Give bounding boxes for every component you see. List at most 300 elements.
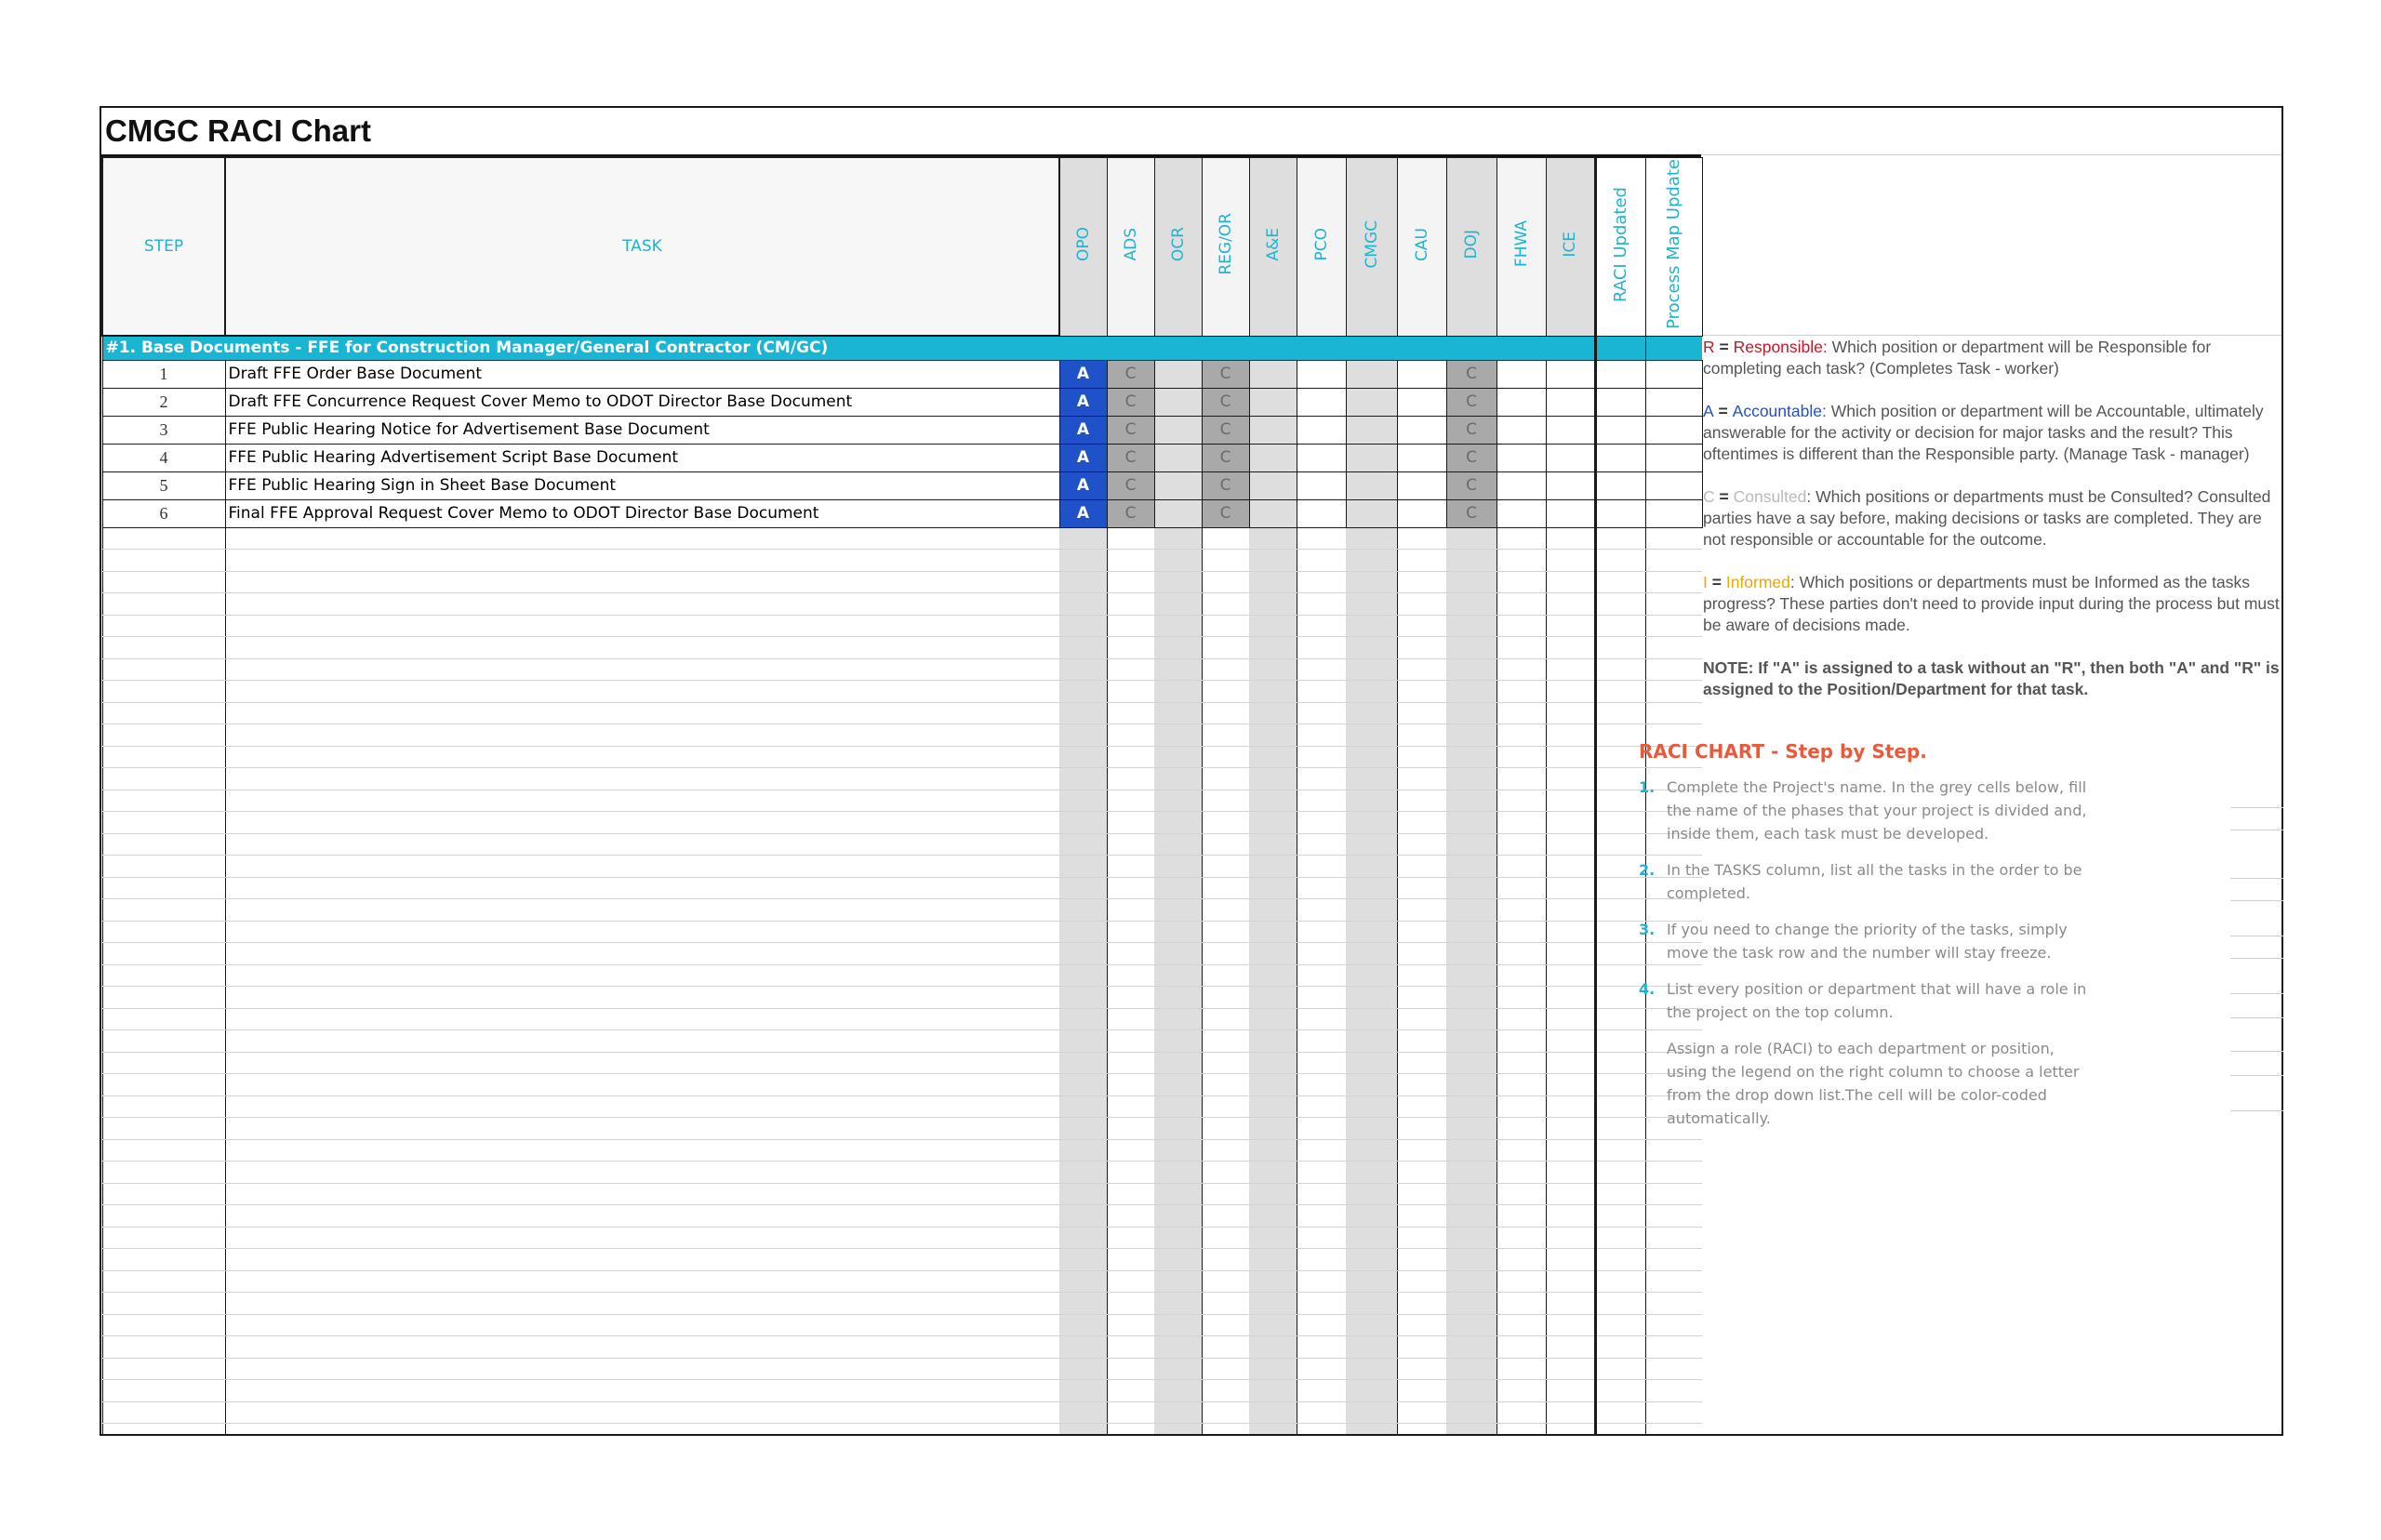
empty-cell[interactable]	[1496, 637, 1546, 659]
empty-cell[interactable]	[1496, 1008, 1546, 1030]
empty-cell[interactable]	[1059, 1095, 1107, 1118]
empty-cell[interactable]	[1546, 658, 1595, 681]
empty-cell[interactable]	[1546, 1401, 1595, 1424]
empty-cell[interactable]	[225, 943, 1059, 965]
empty-cell[interactable]	[1249, 833, 1297, 856]
empty-cell[interactable]	[1154, 1139, 1202, 1162]
empty-cell[interactable]	[1249, 1249, 1297, 1271]
empty-cell[interactable]	[1297, 1139, 1346, 1162]
empty-cell[interactable]	[1249, 856, 1297, 878]
empty-cell[interactable]	[1546, 833, 1595, 856]
raci-cell-pco[interactable]	[1297, 360, 1346, 388]
empty-cell[interactable]	[1297, 593, 1346, 616]
empty-cell[interactable]	[1595, 527, 1645, 550]
empty-cell[interactable]	[1397, 768, 1446, 790]
empty-cell[interactable]	[1059, 964, 1107, 987]
raci-cell-ads[interactable]: C	[1107, 416, 1154, 444]
empty-cell[interactable]	[1496, 1139, 1546, 1162]
empty-cell[interactable]	[225, 1424, 1059, 1437]
empty-cell[interactable]	[1496, 1270, 1546, 1293]
empty-cell[interactable]	[1059, 1205, 1107, 1228]
empty-cell[interactable]	[1397, 615, 1446, 637]
empty-cell[interactable]	[1202, 921, 1249, 943]
empty-cell[interactable]	[1346, 1183, 1397, 1205]
empty-cell[interactable]	[1645, 593, 1702, 616]
empty-cell[interactable]	[1346, 1030, 1397, 1053]
column-header-fhwa[interactable]: FHWA	[1496, 157, 1546, 336]
empty-cell[interactable]	[1154, 921, 1202, 943]
empty-cell[interactable]	[1595, 1401, 1645, 1424]
empty-cell[interactable]	[1107, 790, 1154, 812]
empty-cell[interactable]	[1059, 1052, 1107, 1074]
empty-cell[interactable]	[102, 921, 225, 943]
empty-cell[interactable]	[1446, 1183, 1496, 1205]
empty-cell[interactable]	[1397, 856, 1446, 878]
empty-cell[interactable]	[1546, 812, 1595, 834]
empty-cell[interactable]	[1154, 1030, 1202, 1053]
empty-cell[interactable]	[102, 1380, 225, 1402]
empty-cell[interactable]	[1446, 527, 1496, 550]
empty-cell[interactable]	[1595, 550, 1645, 572]
empty-cell[interactable]	[1397, 1118, 1446, 1140]
empty-cell[interactable]	[1249, 571, 1297, 593]
empty-cell[interactable]	[1297, 1162, 1346, 1184]
empty-cell[interactable]	[1446, 1293, 1496, 1315]
empty-cell[interactable]	[1202, 702, 1249, 724]
empty-cell[interactable]	[1059, 1314, 1107, 1336]
empty-cell[interactable]	[1496, 615, 1546, 637]
raci-cell-fhwa[interactable]	[1496, 471, 1546, 499]
task-cell[interactable]: Draft FFE Order Base Document	[225, 360, 1059, 388]
empty-cell[interactable]	[1154, 1008, 1202, 1030]
empty-cell[interactable]	[225, 1270, 1059, 1293]
empty-cell[interactable]	[1446, 1401, 1496, 1424]
empty-cell[interactable]	[1297, 1249, 1346, 1271]
raci-cell-ae[interactable]	[1249, 499, 1297, 527]
step-number[interactable]: 2	[102, 388, 225, 416]
empty-cell[interactable]	[225, 1380, 1059, 1402]
raci-cell-ae[interactable]	[1249, 471, 1297, 499]
step-number[interactable]: 6	[102, 499, 225, 527]
empty-cell[interactable]	[1645, 658, 1702, 681]
empty-cell[interactable]	[1446, 681, 1496, 703]
empty-cell[interactable]	[1202, 615, 1249, 637]
empty-cell[interactable]	[1107, 1270, 1154, 1293]
empty-cell[interactable]	[1346, 615, 1397, 637]
column-header-step[interactable]: STEP	[102, 157, 225, 336]
empty-cell[interactable]	[1397, 921, 1446, 943]
empty-cell[interactable]	[1059, 1249, 1107, 1271]
empty-cell[interactable]	[1249, 812, 1297, 834]
empty-cell[interactable]	[1107, 1401, 1154, 1424]
empty-cell[interactable]	[1595, 1293, 1645, 1315]
empty-cell[interactable]	[1546, 1008, 1595, 1030]
empty-cell[interactable]	[1154, 790, 1202, 812]
empty-cell[interactable]	[1546, 1314, 1595, 1336]
empty-cell[interactable]	[1595, 1380, 1645, 1402]
raci-updated-cell[interactable]	[1595, 499, 1645, 527]
empty-cell[interactable]	[1397, 1401, 1446, 1424]
empty-cell[interactable]	[1496, 658, 1546, 681]
empty-cell[interactable]	[102, 1314, 225, 1336]
empty-cell[interactable]	[1202, 746, 1249, 768]
empty-cell[interactable]	[1059, 812, 1107, 834]
column-header-ads[interactable]: ADS	[1107, 157, 1154, 336]
empty-cell[interactable]	[1249, 527, 1297, 550]
empty-cell[interactable]	[1496, 1052, 1546, 1074]
empty-cell[interactable]	[1107, 637, 1154, 659]
column-header-task[interactable]: TASK	[225, 157, 1059, 336]
column-header-cau[interactable]: CAU	[1397, 157, 1446, 336]
empty-cell[interactable]	[1107, 1336, 1154, 1359]
empty-cell[interactable]	[1297, 790, 1346, 812]
empty-cell[interactable]	[1107, 768, 1154, 790]
empty-cell[interactable]	[1346, 768, 1397, 790]
raci-cell-fhwa[interactable]	[1496, 444, 1546, 471]
empty-cell[interactable]	[1297, 1314, 1346, 1336]
empty-cell[interactable]	[1446, 877, 1496, 899]
raci-cell-ice[interactable]	[1546, 499, 1595, 527]
empty-cell[interactable]	[1546, 790, 1595, 812]
empty-cell[interactable]	[1297, 812, 1346, 834]
empty-cell[interactable]	[102, 1293, 225, 1315]
empty-cell[interactable]	[1107, 681, 1154, 703]
empty-cell[interactable]	[1107, 1424, 1154, 1437]
empty-cell[interactable]	[1496, 1336, 1546, 1359]
raci-cell-cau[interactable]	[1397, 444, 1446, 471]
empty-cell[interactable]	[1297, 702, 1346, 724]
empty-cell[interactable]	[1496, 790, 1546, 812]
empty-cell[interactable]	[1059, 1424, 1107, 1437]
empty-cell[interactable]	[1346, 527, 1397, 550]
empty-cell[interactable]	[1249, 1139, 1297, 1162]
raci-cell-reg[interactable]: C	[1202, 388, 1249, 416]
empty-cell[interactable]	[1595, 615, 1645, 637]
empty-cell[interactable]	[225, 1401, 1059, 1424]
empty-cell[interactable]	[1346, 1401, 1397, 1424]
section-cell[interactable]	[1645, 336, 1702, 360]
empty-cell[interactable]	[1249, 1074, 1297, 1096]
empty-cell[interactable]	[1107, 1095, 1154, 1118]
empty-cell[interactable]	[1496, 1314, 1546, 1336]
empty-cell[interactable]	[1546, 702, 1595, 724]
empty-cell[interactable]	[1346, 1139, 1397, 1162]
empty-cell[interactable]	[1397, 1052, 1446, 1074]
empty-cell[interactable]	[1202, 637, 1249, 659]
empty-cell[interactable]	[1202, 1249, 1249, 1271]
task-cell[interactable]: FFE Public Hearing Advertisement Script Base Document	[225, 444, 1059, 471]
empty-cell[interactable]	[1496, 724, 1546, 747]
raci-cell-doj[interactable]: C	[1446, 360, 1496, 388]
empty-cell[interactable]	[225, 1074, 1059, 1096]
empty-cell[interactable]	[1645, 1270, 1702, 1293]
empty-cell[interactable]	[1496, 1183, 1546, 1205]
empty-cell[interactable]	[1154, 746, 1202, 768]
empty-cell[interactable]	[1249, 1008, 1297, 1030]
empty-cell[interactable]	[1249, 1336, 1297, 1359]
empty-cell[interactable]	[1107, 1314, 1154, 1336]
empty-cell[interactable]	[1346, 1336, 1397, 1359]
empty-cell[interactable]	[1496, 1030, 1546, 1053]
raci-updated-cell[interactable]	[1595, 471, 1645, 499]
empty-cell[interactable]	[1397, 1249, 1446, 1271]
empty-cell[interactable]	[102, 1008, 225, 1030]
empty-cell[interactable]	[1546, 1380, 1595, 1402]
empty-cell[interactable]	[1397, 1380, 1446, 1402]
empty-cell[interactable]	[225, 1162, 1059, 1184]
empty-cell[interactable]	[1546, 964, 1595, 987]
raci-cell-reg[interactable]: C	[1202, 499, 1249, 527]
empty-cell[interactable]	[1107, 1074, 1154, 1096]
empty-cell[interactable]	[1059, 1183, 1107, 1205]
empty-cell[interactable]	[102, 1074, 225, 1096]
raci-cell-doj[interactable]: C	[1446, 444, 1496, 471]
empty-cell[interactable]	[1446, 964, 1496, 987]
empty-cell[interactable]	[1154, 768, 1202, 790]
empty-cell[interactable]	[1496, 987, 1546, 1009]
column-header-ocr[interactable]: OCR	[1154, 157, 1202, 336]
raci-updated-cell[interactable]	[1595, 360, 1645, 388]
empty-cell[interactable]	[1297, 833, 1346, 856]
empty-cell[interactable]	[1059, 899, 1107, 922]
empty-cell[interactable]	[1346, 1249, 1397, 1271]
empty-cell[interactable]	[225, 899, 1059, 922]
empty-cell[interactable]	[1202, 812, 1249, 834]
empty-cell[interactable]	[1059, 527, 1107, 550]
empty-cell[interactable]	[1346, 724, 1397, 747]
empty-cell[interactable]	[1546, 1227, 1595, 1249]
empty-cell[interactable]	[1346, 1162, 1397, 1184]
empty-cell[interactable]	[1297, 527, 1346, 550]
empty-cell[interactable]	[1397, 1270, 1446, 1293]
empty-cell[interactable]	[1249, 637, 1297, 659]
empty-cell[interactable]	[1397, 1336, 1446, 1359]
process-map-update-cell[interactable]	[1645, 471, 1702, 499]
empty-cell[interactable]	[1249, 1424, 1297, 1437]
empty-cell[interactable]	[1297, 964, 1346, 987]
empty-cell[interactable]	[1297, 1424, 1346, 1437]
raci-cell-cmgc[interactable]	[1346, 499, 1397, 527]
empty-cell[interactable]	[1107, 1380, 1154, 1402]
empty-cell[interactable]	[1446, 1205, 1496, 1228]
empty-cell[interactable]	[1546, 1249, 1595, 1271]
empty-cell[interactable]	[1297, 1227, 1346, 1249]
empty-cell[interactable]	[1446, 1162, 1496, 1184]
empty-cell[interactable]	[1397, 724, 1446, 747]
raci-cell-ads[interactable]: C	[1107, 499, 1154, 527]
empty-cell[interactable]	[102, 1095, 225, 1118]
empty-cell[interactable]	[1154, 550, 1202, 572]
empty-cell[interactable]	[1249, 658, 1297, 681]
column-header-process-map-update[interactable]: Process Map Update	[1645, 157, 1702, 336]
empty-cell[interactable]	[1595, 1358, 1645, 1380]
empty-cell[interactable]	[102, 724, 225, 747]
process-map-update-cell[interactable]	[1645, 360, 1702, 388]
empty-cell[interactable]	[102, 877, 225, 899]
empty-cell[interactable]	[1107, 1162, 1154, 1184]
empty-cell[interactable]	[1107, 1227, 1154, 1249]
empty-cell[interactable]	[1496, 812, 1546, 834]
empty-cell[interactable]	[1202, 1074, 1249, 1096]
empty-cell[interactable]	[102, 1052, 225, 1074]
raci-cell-opo[interactable]: A	[1059, 416, 1107, 444]
empty-cell[interactable]	[102, 790, 225, 812]
empty-cell[interactable]	[1346, 856, 1397, 878]
raci-cell-ocr[interactable]	[1154, 444, 1202, 471]
empty-cell[interactable]	[1546, 921, 1595, 943]
empty-cell[interactable]	[1645, 1336, 1702, 1359]
empty-cell[interactable]	[1154, 593, 1202, 616]
empty-cell[interactable]	[1446, 571, 1496, 593]
empty-cell[interactable]	[1446, 1095, 1496, 1118]
empty-cell[interactable]	[1059, 921, 1107, 943]
empty-cell[interactable]	[225, 1314, 1059, 1336]
empty-cell[interactable]	[1546, 943, 1595, 965]
empty-cell[interactable]	[1645, 1227, 1702, 1249]
empty-cell[interactable]	[1346, 964, 1397, 987]
empty-cell[interactable]	[1496, 1162, 1546, 1184]
empty-cell[interactable]	[1397, 550, 1446, 572]
empty-cell[interactable]	[1249, 1030, 1297, 1053]
empty-cell[interactable]	[1397, 1183, 1446, 1205]
empty-cell[interactable]	[1496, 856, 1546, 878]
empty-cell[interactable]	[102, 1401, 225, 1424]
empty-cell[interactable]	[1645, 1183, 1702, 1205]
empty-cell[interactable]	[1154, 1424, 1202, 1437]
empty-cell[interactable]	[1059, 1293, 1107, 1315]
raci-cell-cau[interactable]	[1397, 416, 1446, 444]
empty-cell[interactable]	[1546, 1162, 1595, 1184]
empty-cell[interactable]	[1202, 1118, 1249, 1140]
empty-cell[interactable]	[1202, 593, 1249, 616]
section-cell[interactable]	[1595, 336, 1645, 360]
empty-cell[interactable]	[225, 1095, 1059, 1118]
empty-cell[interactable]	[1154, 1358, 1202, 1380]
raci-updated-cell[interactable]	[1595, 444, 1645, 471]
empty-cell[interactable]	[1107, 964, 1154, 987]
empty-cell[interactable]	[1645, 681, 1702, 703]
empty-cell[interactable]	[1397, 658, 1446, 681]
empty-cell[interactable]	[1595, 1270, 1645, 1293]
empty-cell[interactable]	[1496, 527, 1546, 550]
empty-cell[interactable]	[1546, 550, 1595, 572]
empty-cell[interactable]	[1107, 856, 1154, 878]
empty-cell[interactable]	[1397, 702, 1446, 724]
empty-cell[interactable]	[1202, 1183, 1249, 1205]
empty-cell[interactable]	[1107, 1293, 1154, 1315]
empty-cell[interactable]	[1496, 1095, 1546, 1118]
empty-cell[interactable]	[1397, 899, 1446, 922]
empty-cell[interactable]	[1249, 1314, 1297, 1336]
empty-cell[interactable]	[1645, 1401, 1702, 1424]
raci-cell-pco[interactable]	[1297, 499, 1346, 527]
empty-cell[interactable]	[1297, 1074, 1346, 1096]
empty-cell[interactable]	[1154, 571, 1202, 593]
empty-cell[interactable]	[1496, 681, 1546, 703]
empty-cell[interactable]	[1645, 527, 1702, 550]
empty-cell[interactable]	[1059, 790, 1107, 812]
raci-cell-doj[interactable]: C	[1446, 416, 1496, 444]
empty-cell[interactable]	[1202, 987, 1249, 1009]
empty-cell[interactable]	[1154, 724, 1202, 747]
empty-cell[interactable]	[1595, 702, 1645, 724]
empty-cell[interactable]	[1249, 899, 1297, 922]
empty-cell[interactable]	[1595, 1424, 1645, 1437]
raci-cell-cmgc[interactable]	[1346, 444, 1397, 471]
empty-cell[interactable]	[1202, 1380, 1249, 1402]
empty-cell[interactable]	[1107, 1008, 1154, 1030]
empty-cell[interactable]	[1107, 833, 1154, 856]
empty-cell[interactable]	[1546, 1052, 1595, 1074]
empty-cell[interactable]	[102, 746, 225, 768]
empty-cell[interactable]	[1297, 1030, 1346, 1053]
raci-cell-ocr[interactable]	[1154, 388, 1202, 416]
empty-cell[interactable]	[1154, 702, 1202, 724]
empty-cell[interactable]	[1297, 1095, 1346, 1118]
empty-cell[interactable]	[1496, 593, 1546, 616]
empty-cell[interactable]	[1249, 964, 1297, 987]
empty-cell[interactable]	[1154, 1401, 1202, 1424]
empty-cell[interactable]	[1297, 768, 1346, 790]
empty-cell[interactable]	[1297, 1118, 1346, 1140]
empty-cell[interactable]	[225, 790, 1059, 812]
empty-cell[interactable]	[225, 987, 1059, 1009]
empty-cell[interactable]	[1595, 658, 1645, 681]
column-header-doj[interactable]: DOJ	[1446, 157, 1496, 336]
raci-cell-cmgc[interactable]	[1346, 360, 1397, 388]
empty-cell[interactable]	[1496, 1249, 1546, 1271]
empty-cell[interactable]	[1346, 790, 1397, 812]
empty-cell[interactable]	[1107, 1183, 1154, 1205]
empty-cell[interactable]	[1059, 681, 1107, 703]
empty-cell[interactable]	[1546, 1095, 1595, 1118]
empty-cell[interactable]	[1202, 1270, 1249, 1293]
empty-cell[interactable]	[1346, 1227, 1397, 1249]
empty-cell[interactable]	[1496, 964, 1546, 987]
empty-cell[interactable]	[1154, 1227, 1202, 1249]
raci-cell-cau[interactable]	[1397, 388, 1446, 416]
empty-cell[interactable]	[1202, 1358, 1249, 1380]
raci-cell-pco[interactable]	[1297, 388, 1346, 416]
empty-cell[interactable]	[1202, 1162, 1249, 1184]
empty-cell[interactable]	[1546, 1139, 1595, 1162]
empty-cell[interactable]	[1346, 593, 1397, 616]
empty-cell[interactable]	[1446, 768, 1496, 790]
empty-cell[interactable]	[225, 856, 1059, 878]
empty-cell[interactable]	[102, 1270, 225, 1293]
empty-cell[interactable]	[1496, 1074, 1546, 1096]
empty-cell[interactable]	[1446, 833, 1496, 856]
empty-cell[interactable]	[1107, 1205, 1154, 1228]
empty-cell[interactable]	[1346, 702, 1397, 724]
empty-cell[interactable]	[1546, 1424, 1595, 1437]
empty-cell[interactable]	[1154, 812, 1202, 834]
empty-cell[interactable]	[1154, 1205, 1202, 1228]
empty-cell[interactable]	[1297, 1270, 1346, 1293]
raci-cell-ads[interactable]: C	[1107, 444, 1154, 471]
empty-cell[interactable]	[1154, 1183, 1202, 1205]
empty-cell[interactable]	[1249, 1380, 1297, 1402]
step-number[interactable]: 3	[102, 416, 225, 444]
empty-cell[interactable]	[102, 1227, 225, 1249]
empty-cell[interactable]	[1546, 571, 1595, 593]
empty-cell[interactable]	[1202, 1314, 1249, 1336]
raci-cell-reg[interactable]: C	[1202, 444, 1249, 471]
raci-cell-ice[interactable]	[1546, 360, 1595, 388]
empty-cell[interactable]	[1546, 1074, 1595, 1096]
raci-cell-pco[interactable]	[1297, 416, 1346, 444]
empty-cell[interactable]	[1297, 658, 1346, 681]
